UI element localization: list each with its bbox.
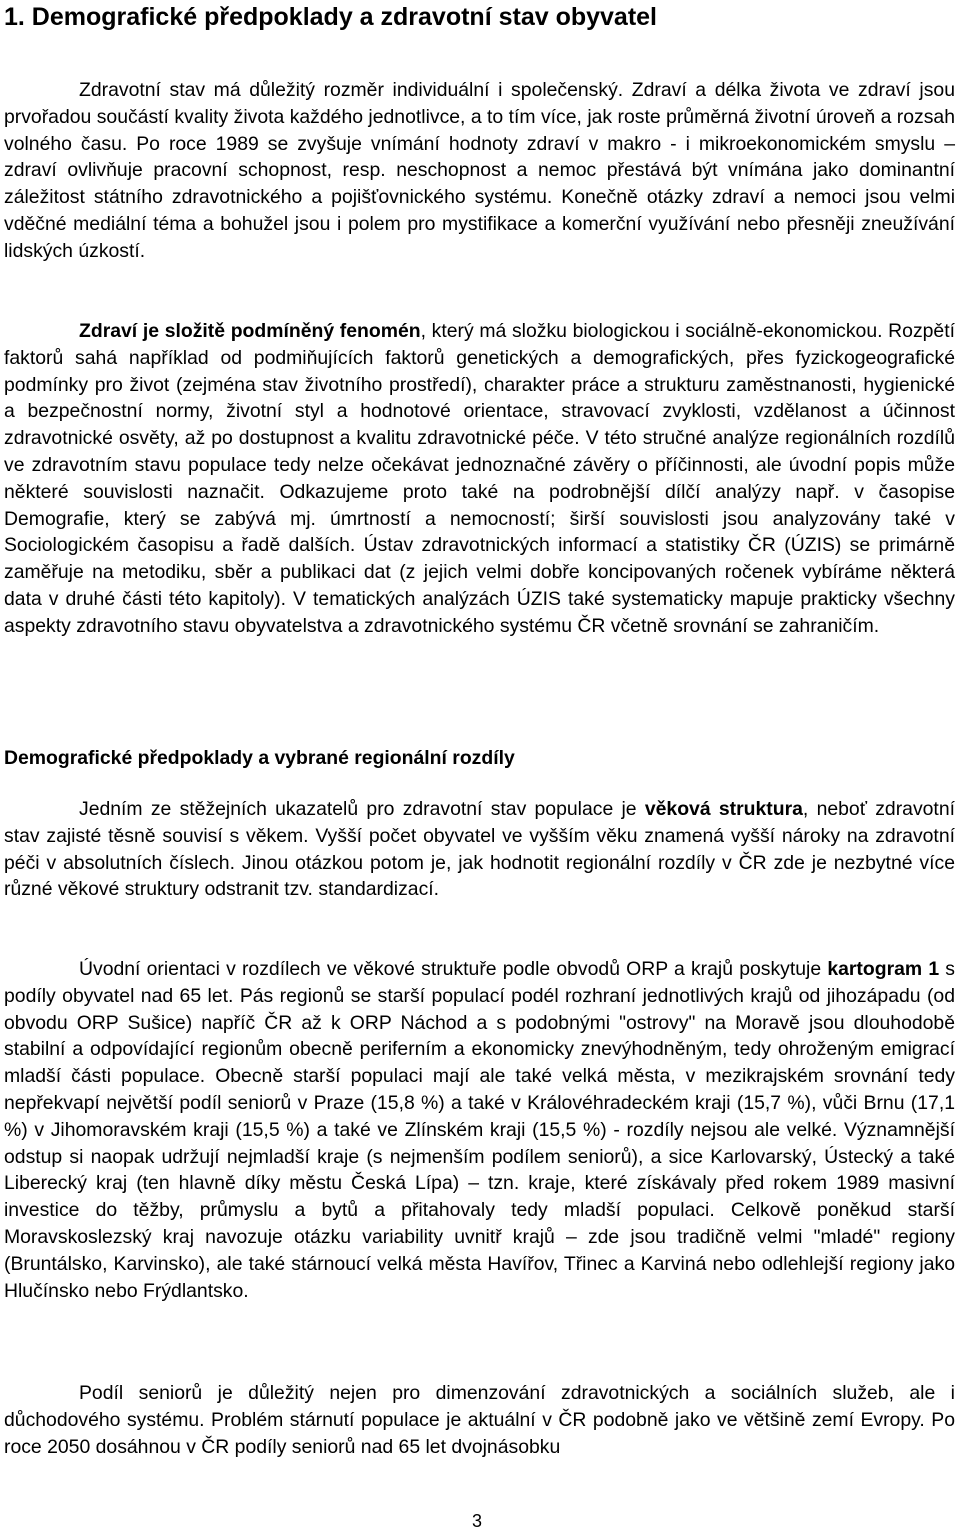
- paragraph-age-structure-text-a: Jedním ze stěžejních ukazatelů pro zdravotní stav populace je: [79, 798, 645, 820]
- paragraph-health-factors: [4, 318, 955, 640]
- page-number: 3: [472, 1511, 483, 1531]
- paragraph-seniors-text: Podíl seniorů je důležitý nejen pro dimenzování zdravotnických a sociálních služeb, ale i důchodového systému. Problém stárnutí populace je aktuální v ČR podobně jako ve většině zemí Evropy. Po roce 2050 dosáhnou v ČR podíly seniorů nad 65 let dvojnásobku: [4, 1382, 955, 1458]
- paragraph-cartogram-text-b: s podíly obyvatel nad 65 let. Pás regionů se starší populací podél rozhraní jednotlivých krajů od jihozápadu (od obvodu ORP Sušice) napříč ČR až k ORP Náchod a s podobnými "ostrovy" na Moravě jsou dlouhodobě stabilní a odpovídající regionům obecně periferním a ekonomicky znevýhodněným, tedy ohroženým emigrací mladší části populace. Obecně starší populaci mají ale také velká města, v mezikrajském srovnání tedy nepřekvapí největší podíl seniorů v Praze (15,8 %) a také v Královéhradeckém kraji (15,7 %), vůči Brnu (17,1 %) v Jihomoravském kraji (15,5 %) a také ve Zlínském kraji (15,5 %) - rozdíly nejsou ale velké. Významnější odstup si naopak udržují nejmladší kraje (s nejmenším podílem seniorů), a sice Karlovarský, Ústecký a také Liberecký kraj (ten hlavně díky městu Česká Lípa) – tzn. kraje, které získávaly před rokem 1989 masivní investice do těžby, průmyslu a bytů a přitahovaly tedy mladší populaci. Celkově poněkud starší Moravskoslezský kraj navozuje otázku variability uvnitř krajů – zde jsou tradičně velmi "mladé" regiony (Bruntálsko, Karvinsko), ale také stárnoucí velká města Havířov, Třinec a Karviná nebo odlehlejší regiony jako Hlučínsko nebo Frýdlantsko.: [4, 958, 956, 1302]
- paragraph-cartogram-text-a: Úvodní orientaci v rozdílech ve věkové struktuře podle obvodů ORP a krajů poskytuje: [79, 958, 828, 980]
- paragraph-intro-text: Zdravotní stav má důležitý rozměr individuální i společenský. Zdraví a délka života ve zdraví jsou prvořadou součástí kvality života každého jednotlivce, a to tím více, jak roste průměrná životní úroveň a rozsah volného času. Po roce 1989 se zvyšuje vnímání hodnoty zdraví v makro - i mikroekonomickém smyslu – zdraví ovlivňuje pracovní schopnost, resp. neschopnost a nemoc přestává být vnímána jako dominantní záležitost státního zdravotnického a pojišťovnického systému. Konečně otázky zdraví a nemoci jsou velmi vděčné mediální téma a bohužel jsou i polem pro mystifikace a komerční využívání nebo přesněji zneužívání lidských úzkostí.: [4, 79, 955, 262]
- bold-phrase-cartogram: kartogram 1: [827, 958, 940, 980]
- paragraph-intro: [4, 77, 955, 265]
- paragraph-seniors: [4, 1380, 955, 1460]
- paragraph-age-structure-text-b: , neboť zdravotní stav zajisté těsně souvisí s věkem. Vyšší počet obyvatel ve vyšším věku znamená vyšší nároky na zdravotní péči v absolutních číslech. Jinou otázkou potom je, jak hodnotit regionální rozdíly v ČR zde je nezbytné více různé věkové struktury odstranit tzv. standardizací.: [4, 798, 955, 901]
- bold-phrase-age-structure: věková struktura: [644, 798, 803, 820]
- section-heading: Demografické předpoklady a vybrané regionální rozdíly: [4, 747, 515, 769]
- paragraph-age-structure: [4, 796, 955, 903]
- paragraph-health-factors-text: , který má složku biologickou i sociálně-ekonomickou. Rozpětí faktorů sahá například od podmiňujících faktorů genetických a demografických, přes fyzickogeografické podmínky pro život (zejména stav životního prostředí), charakter práce a strukturu zaměstnanosti, hygienické a bezpečnostní normy, životní styl a hodnotové orientace, stravovací zvyklosti, vzdělanost a účinnost zdravotnické osvěty, až po dostupnost a kvalitu zdravotnické péče. V této stručné analýze regionálních rozdílů ve zdravotním stavu populace tedy nelze očekávat jednoznačné závěry o příčinnosti, ale úvodní popis může některé souvislosti naznačit. Odkazujeme proto také na podrobnější dílčí analýzy např. v časopise Demografie, který se zabývá mj. úmrtností a nemocností; širší souvislosti jsou analyzovány také v Sociologickém časopisu a řadě dalších. Ústav zdravotnických informací a statistiky ČR (ÚZIS) se primárně zaměřuje na metodiku, sběr a publikaci dat (z jejich velmi dobře koncipovaných ročenek vybíráme některá data v druhé části této kapitoly). V tematických analýzách ÚZIS také systematicky mapuje prakticky všechny aspekty zdravotního stavu obyvatelstva a zdravotnického systému ČR včetně srovnání se zahraničím.: [4, 320, 955, 637]
- paragraph-cartogram: [4, 956, 955, 1304]
- chapter-title: 1. Demografické předpoklady a zdravotní stav obyvatel: [4, 3, 658, 31]
- bold-phrase-health-phenomenon: Zdraví je složitě podmíněný fenomén: [79, 320, 421, 342]
